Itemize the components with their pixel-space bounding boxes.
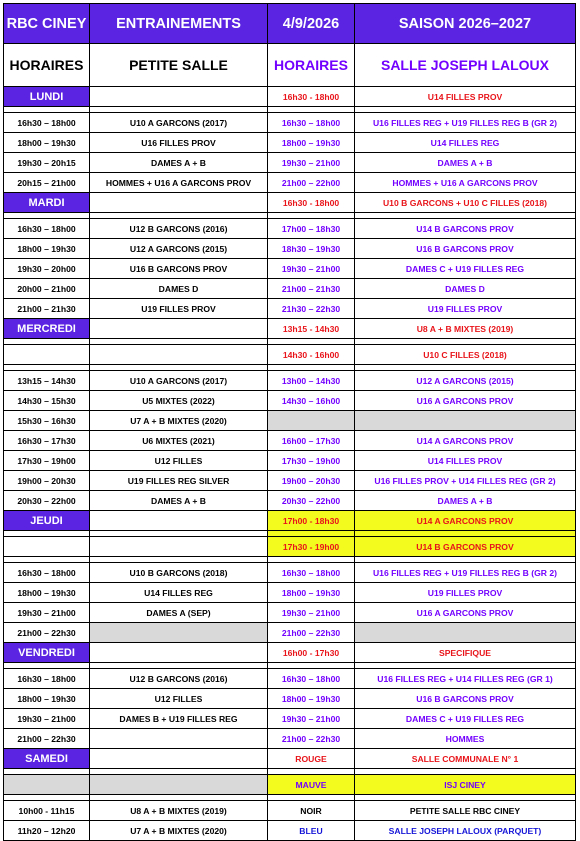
laloux-team: U19 FILLES PROV [355,299,576,319]
laloux-team: U14 A GARCONS PROV [355,431,576,451]
petite-salle-time: 21h00 – 22h30 [4,729,90,749]
laloux-time: 19h30 – 21h00 [268,153,355,173]
extra-slot-time: 14h30 - 16h00 [268,345,355,365]
laloux-time-empty [268,411,355,431]
laloux-team: HOMMES + U16 A GARCONS PROV [355,173,576,193]
petite-salle-team: U5 MIXTES (2022) [90,391,268,411]
table-row [4,623,576,643]
table-row [4,729,576,749]
petite-salle-team: U12 B GARCONS (2016) [90,219,268,239]
extra-slot-team: U10 B GARCONS + U10 C FILLES (2018) [355,193,576,213]
extra-slot-team: U10 C FILLES (2018) [355,345,576,365]
table-row [4,451,576,471]
day-spacer [90,193,268,213]
table-row [4,371,576,391]
laloux-time: 16h00 – 17h30 [268,431,355,451]
laloux-team-empty [355,623,576,643]
laloux-time: 18h00 – 19h30 [268,583,355,603]
laloux-team: U16 FILLES REG + U14 FILLES REG (GR 1) [355,669,576,689]
laloux-team: U14 FILLES PROV [355,451,576,471]
extra-slot-team: U8 A + B MIXTES (2019) [355,319,576,339]
laloux-time: 19h30 – 21h00 [268,259,355,279]
laloux-team: HOMMES [355,729,576,749]
day-label-mercredi: MERCREDI [4,319,90,339]
table-row [4,563,576,583]
laloux-time: 17h00 – 18h30 [268,219,355,239]
laloux-team: U16 B GARCONS PROV [355,689,576,709]
table-row [4,583,576,603]
extra-slot-time: 17h30 - 19h00 [268,537,355,557]
day-spacer [90,87,268,107]
petite-salle-time: 10h00 - 11h15 [4,801,90,821]
petite-salle-team: U7 A + B MIXTES (2020) [90,411,268,431]
table-row [4,173,576,193]
day-spacer [4,775,90,795]
table-row [4,431,576,451]
table-row [4,153,576,173]
extra-slot-time: 16h00 - 17h30 [268,643,355,663]
extra-slot-time: 16h30 - 18h00 [268,87,355,107]
legend-venue-noir: PETITE SALLE RBC CINEY [355,801,576,821]
laloux-team-empty [355,411,576,431]
day-label-vendredi: VENDREDI [4,643,90,663]
laloux-time: 13h00 – 14h30 [268,371,355,391]
day-label-jeudi: JEUDI [4,511,90,531]
table-row [4,259,576,279]
petite-salle-time: 18h00 – 19h30 [4,689,90,709]
legend-color-noir: NOIR [268,801,355,821]
legend-row [4,775,576,795]
table-row [4,219,576,239]
petite-salle-time: 19h30 – 20h15 [4,153,90,173]
day-spacer [4,537,90,557]
petite-salle-team: U12 FILLES [90,451,268,471]
laloux-time: 17h30 – 19h00 [268,451,355,471]
table-row [4,603,576,623]
laloux-time: 16h30 – 18h00 [268,669,355,689]
table-row [4,279,576,299]
day-spacer [90,511,268,531]
laloux-time: 19h30 – 21h00 [268,709,355,729]
legend-color-rouge: ROUGE [268,749,355,769]
day-row-mardi [4,193,576,213]
laloux-time: 19h30 – 21h00 [268,603,355,623]
day-label-samedi: SAMEDI [4,749,90,769]
laloux-team: DAMES A + B [355,153,576,173]
training-schedule-table [3,3,576,841]
day-label-mardi: MARDI [4,193,90,213]
laloux-team: DAMES A + B [355,491,576,511]
table-row [4,113,576,133]
petite-salle-team: U10 A GARCONS (2017) [90,113,268,133]
petite-salle-team: U10 A GARCONS (2017) [90,371,268,391]
petite-salle-time: 16h30 – 18h00 [4,113,90,133]
day-spacer [90,345,268,365]
laloux-time: 21h30 – 22h30 [268,299,355,319]
season-label: SAISON 2026–2027 [355,4,576,44]
petite-salle-team: U12 A GARCONS (2015) [90,239,268,259]
laloux-team: DAMES C + U19 FILLES REG [355,259,576,279]
extra-slot-time: 16h30 - 18h00 [268,193,355,213]
title-row [4,4,576,44]
petite-salle-team: DAMES A + B [90,153,268,173]
table-row [4,239,576,259]
petite-salle-time: 20h15 – 21h00 [4,173,90,193]
table-row [4,709,576,729]
petite-salle-time: 16h30 – 18h00 [4,669,90,689]
petite-salle-time: 19h30 – 20h00 [4,259,90,279]
left-hours-heading: HORAIRES [4,44,90,87]
page-title: ENTRAINEMENTS [90,4,268,44]
day-row-mercredi [4,319,576,339]
petite-salle-time: 21h00 – 22h30 [4,623,90,643]
petite-salle-team: U16 FILLES PROV [90,133,268,153]
laloux-time: 21h00 – 22h30 [268,623,355,643]
laloux-team: DAMES C + U19 FILLES REG [355,709,576,729]
petite-salle-time: 16h30 – 18h00 [4,563,90,583]
laloux-time: 21h00 – 22h30 [268,729,355,749]
petite-salle-team: DAMES A + B [90,491,268,511]
day-spacer [90,537,268,557]
laloux-team: U16 A GARCONS PROV [355,391,576,411]
extra-row [4,345,576,365]
extra-slot-team: U14 FILLES PROV [355,87,576,107]
legend-color-bleu: BLEU [268,821,355,841]
salle-laloux-heading: SALLE JOSEPH LALOUX [355,44,576,87]
petite-salle-team-empty [90,623,268,643]
laloux-team: U19 FILLES PROV [355,583,576,603]
petite-salle-time: 16h30 – 17h30 [4,431,90,451]
day-spacer [90,775,268,795]
day-row-lundi [4,87,576,107]
petite-salle-time: 16h30 – 18h00 [4,219,90,239]
laloux-team: U16 FILLES REG + U19 FILLES REG B (GR 2) [355,113,576,133]
day-spacer [90,643,268,663]
laloux-time: 21h00 – 21h30 [268,279,355,299]
laloux-time: 18h00 – 19h30 [268,133,355,153]
legend-venue-bleu: SALLE JOSEPH LALOUX (PARQUET) [355,821,576,841]
laloux-team: DAMES D [355,279,576,299]
petite-salle-team: U8 A + B MIXTES (2019) [90,801,268,821]
petite-salle-time: 15h30 – 16h30 [4,411,90,431]
extra-slot-time: 13h15 - 14h30 [268,319,355,339]
table-row [4,689,576,709]
laloux-team: U14 FILLES REG [355,133,576,153]
petite-salle-team: DAMES B + U19 FILLES REG [90,709,268,729]
laloux-team: U12 A GARCONS (2015) [355,371,576,391]
petite-salle-team: U12 FILLES [90,689,268,709]
right-hours-heading: HORAIRES [268,44,355,87]
day-label-lundi: LUNDI [4,87,90,107]
petite-salle-team: DAMES D [90,279,268,299]
table-row [4,411,576,431]
laloux-team: U14 B GARCONS PROV [355,219,576,239]
petite-salle-heading: PETITE SALLE [90,44,268,87]
petite-salle-team: U19 FILLES PROV [90,299,268,319]
petite-salle-time: 20h00 – 21h00 [4,279,90,299]
laloux-team: U16 FILLES PROV + U14 FILLES REG (GR 2) [355,471,576,491]
table-row [4,133,576,153]
laloux-time: 18h00 – 19h30 [268,689,355,709]
laloux-time: 20h30 – 22h00 [268,491,355,511]
petite-salle-time: 17h30 – 19h00 [4,451,90,471]
petite-salle-team: U7 A + B MIXTES (2020) [90,821,268,841]
extra-slot-time: 17h00 - 18h30 [268,511,355,531]
petite-salle-time: 11h20 – 12h20 [4,821,90,841]
laloux-team: U16 A GARCONS PROV [355,603,576,623]
laloux-time: 18h30 – 19h30 [268,239,355,259]
laloux-team: U16 B GARCONS PROV [355,239,576,259]
day-row-samedi [4,749,576,769]
day-spacer [90,319,268,339]
legend-venue-rouge: SALLE COMMUNALE N° 1 [355,749,576,769]
petite-salle-time: 13h15 – 14h30 [4,371,90,391]
petite-salle-time: 19h00 – 20h30 [4,471,90,491]
petite-salle-team: U16 B GARCONS PROV [90,259,268,279]
table-row [4,471,576,491]
petite-salle-team: U10 B GARCONS (2018) [90,563,268,583]
petite-salle-team [90,729,268,749]
petite-salle-time: 19h30 – 21h00 [4,603,90,623]
extra-row [4,537,576,557]
laloux-time: 21h00 – 22h00 [268,173,355,193]
petite-salle-time: 18h00 – 19h30 [4,239,90,259]
club-name: RBC CINEY [4,4,90,44]
extra-slot-team: SPECIFIQUE [355,643,576,663]
petite-salle-time: 18h00 – 19h30 [4,133,90,153]
table-row [4,391,576,411]
petite-salle-time: 21h00 – 21h30 [4,299,90,319]
petite-salle-team: U19 FILLES REG SILVER [90,471,268,491]
legend-color-mauve: MAUVE [268,775,355,795]
table-row [4,801,576,821]
petite-salle-time: 20h30 – 22h00 [4,491,90,511]
table-row [4,299,576,319]
day-row-vendredi [4,643,576,663]
petite-salle-time: 18h00 – 19h30 [4,583,90,603]
laloux-time: 19h00 – 20h30 [268,471,355,491]
extra-slot-team: U14 B GARCONS PROV [355,537,576,557]
laloux-time: 16h30 – 18h00 [268,113,355,133]
day-spacer [4,345,90,365]
laloux-team: U16 FILLES REG + U19 FILLES REG B (GR 2) [355,563,576,583]
day-spacer [90,749,268,769]
table-row [4,669,576,689]
subheader-row [4,44,576,87]
table-row [4,491,576,511]
day-row-jeudi [4,511,576,531]
petite-salle-time: 19h30 – 21h00 [4,709,90,729]
petite-salle-team: HOMMES + U16 A GARCONS PROV [90,173,268,193]
schedule-date: 4/9/2026 [268,4,355,44]
petite-salle-team: DAMES A (SEP) [90,603,268,623]
petite-salle-time: 14h30 – 15h30 [4,391,90,411]
extra-slot-team: U14 A GARCONS PROV [355,511,576,531]
petite-salle-team: U12 B GARCONS (2016) [90,669,268,689]
laloux-time: 16h30 – 18h00 [268,563,355,583]
laloux-time: 14h30 – 16h00 [268,391,355,411]
petite-salle-team: U14 FILLES REG [90,583,268,603]
legend-venue-mauve: ISJ CINEY [355,775,576,795]
petite-salle-team: U6 MIXTES (2021) [90,431,268,451]
